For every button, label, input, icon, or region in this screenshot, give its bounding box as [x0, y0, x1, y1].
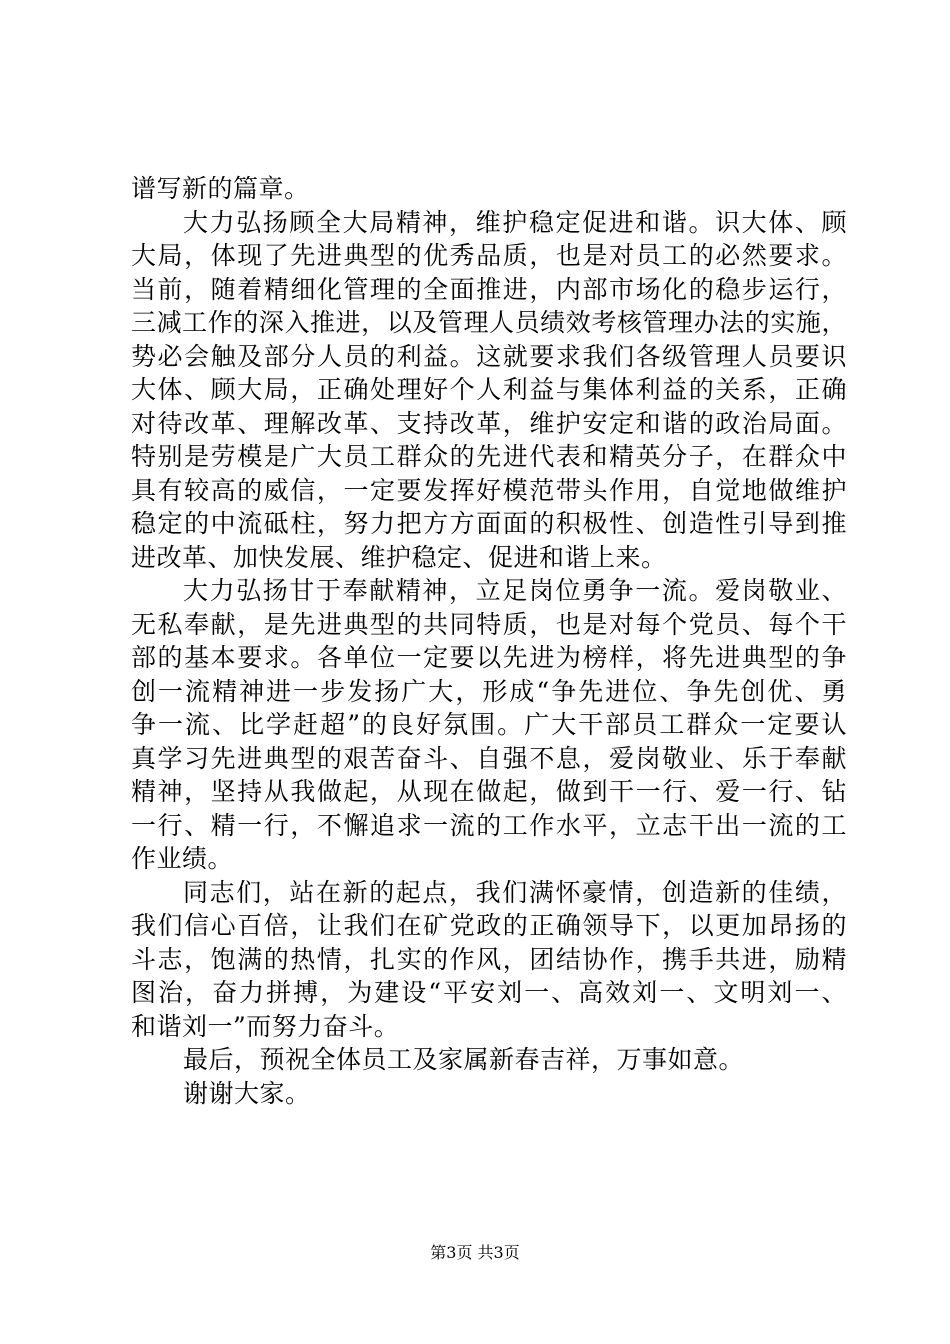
- page-number-footer: 第3页 共3页: [430, 1243, 520, 1262]
- text-line: 当前，随着精细化管理的全面推进，内部市场化的稳步运行，: [131, 274, 847, 304]
- text-line: 同志们，站在新的起点，我们满怀豪情，创造新的佳绩，: [183, 877, 847, 907]
- text-line: 争一流、比学赶超”的良好氛围。广大干部员工群众一定要认: [131, 710, 847, 739]
- text-line: 谢谢大家。: [183, 1078, 311, 1108]
- text-line: 大力弘扬顾全大局精神，维护稳定促进和谐。识大体、顾: [183, 207, 847, 237]
- text-line: 稳定的中流砥柱，努力把方方面面的积极性、创造性引导到推: [131, 509, 847, 538]
- text-line: 和谐刘一”而努力奋斗。: [131, 1011, 400, 1041]
- text-line: 进改革、加快发展、维护稳定、促进和谐上来。: [131, 542, 667, 572]
- text-line: 图治，奋力拼搏，为建设“平安刘一、高效刘一、文明刘一、: [131, 978, 847, 1007]
- text-line: 精神，坚持从我做起，从现在做起，做到干一行、爱一行、钻: [131, 777, 847, 806]
- text-line: 大局，体现了先进典型的优秀品质，也是对员工的必然要求。: [131, 241, 847, 270]
- text-line: 我们信心百倍，让我们在矿党政的正确领导下，以更加昂扬的: [131, 911, 847, 940]
- text-line: 大体、顾大局，正确处理好个人利益与集体利益的关系，正确: [131, 375, 847, 404]
- text-line: 对待改革、理解改革、支持改革，维护安定和谐的政治局面。: [131, 408, 847, 438]
- text-line: 具有较高的威信，一定要发挥好模范带头作用，自觉地做维护: [131, 475, 847, 505]
- text-line: 无私奉献，是先进典型的共同特质，也是对每个党员、每个干: [131, 609, 847, 639]
- text-line: 一行、精一行，不懈追求一流的工作水平，立志干出一流的工: [131, 810, 847, 840]
- text-line: 真学习先进典型的艰苦奋斗、自强不息，爱岗敬业、乐于奉献: [131, 743, 847, 773]
- text-line: 作业绩。: [131, 844, 234, 873]
- text-line: 最后，预祝全体员工及家属新春吉祥，万事如意。: [183, 1045, 745, 1074]
- text-line: 部的基本要求。各单位一定要以先进为榜样，将先进典型的争: [131, 643, 847, 672]
- text-line: 三减工作的深入推进，以及管理人员绩效考核管理办法的实施，: [131, 308, 847, 337]
- text-line: 势必会触及部分人员的利益。这就要求我们各级管理人员要识: [131, 341, 847, 371]
- document-body: [131, 172, 847, 1110]
- text-line: 斗志，饱满的热情，扎实的作风，团结协作，携手共进，励精: [131, 944, 847, 974]
- text-line: 谱写新的篇章。: [131, 174, 310, 203]
- text-line: 特别是劳模是广大员工群众的先进代表和精英分子，在群众中: [131, 442, 847, 471]
- text-line: 大力弘扬甘于奉献精神，立足岗位勇争一流。爱岗敬业、: [183, 576, 847, 605]
- text-line: 创一流精神进一步发扬广大，形成“争先进位、争先创优、勇: [131, 676, 847, 706]
